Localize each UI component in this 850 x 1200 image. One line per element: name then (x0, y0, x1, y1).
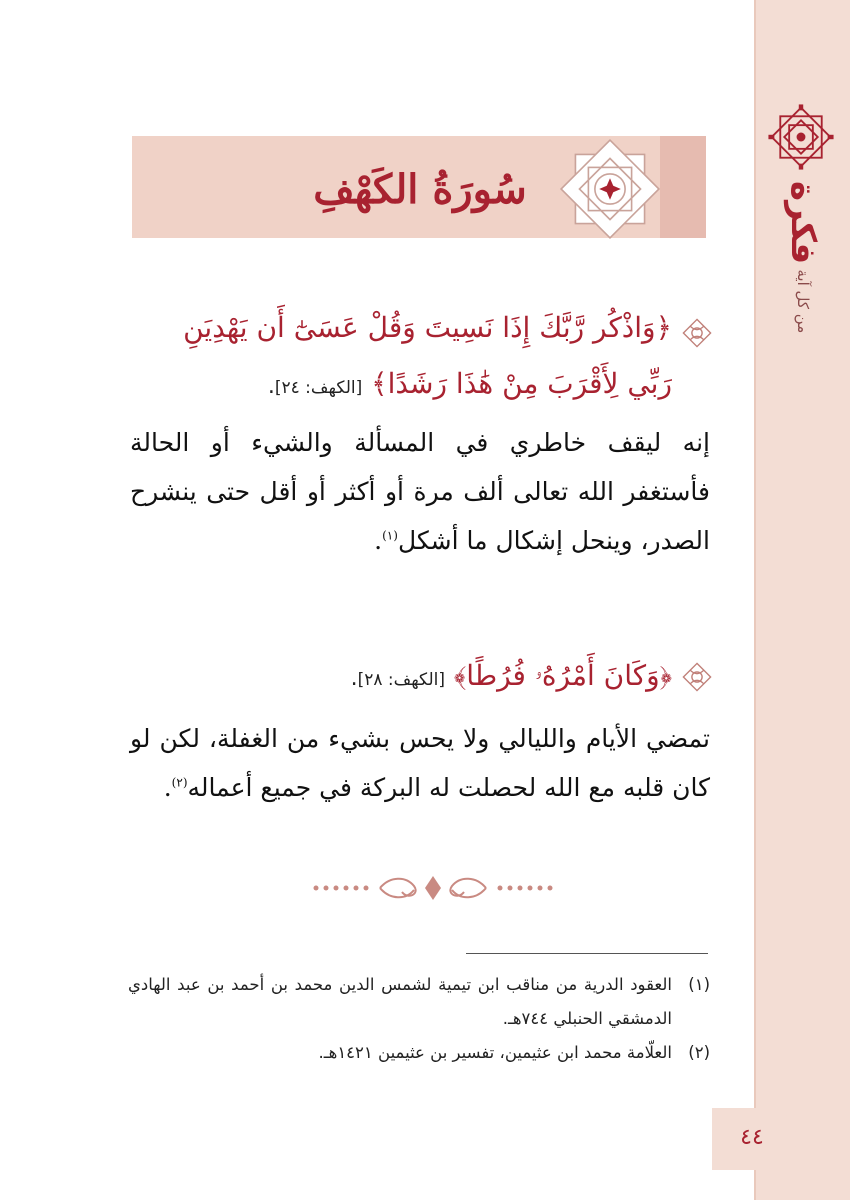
footnote-marker-1[interactable]: (١) (382, 528, 398, 543)
footnote-2 (128, 1036, 710, 1070)
book-title (756, 172, 850, 342)
verse-1-reference: [الكهف: ٢٤] (274, 378, 363, 398)
footnote-separator (466, 953, 708, 954)
footnotes (128, 968, 710, 1070)
verse-1-text: ﴿وَاذْكُر رَّبَّكَ إِذَا نَسِيتَ وَقُلْ عَسَىٰٓ أَن يَهْدِيَنِ رَبِّي لِأَقْرَبَ مِنْ هَٰذَا رَشَدًا﴾ (183, 311, 672, 400)
footnote-1 (128, 968, 710, 1036)
footnote-marker-2[interactable]: (٢) (171, 775, 188, 790)
verse-1 (150, 300, 672, 416)
surah-title: سُورَةُ الكَهْفِ (313, 166, 527, 213)
footnote-text: العقود الدرية من مناقب ابن تيمية لشمس الدين محمد بن أحمد بن عبد الهادي الدمشقي الحنبلي ٧٤٤هـ. (128, 975, 672, 1028)
book-title-small: من كل آية (794, 269, 812, 334)
verse-2 (150, 648, 672, 708)
verse-1-end: . (267, 374, 275, 399)
footnote-text: العلّامة محمد ابن عثيمين، تفسير بن عثيمين ١٤٢١هـ. (318, 1043, 672, 1062)
side-strip (754, 0, 850, 1200)
verse-ornament-icon (680, 660, 714, 694)
footnote-number: (١) (688, 975, 710, 994)
book-title-big: فكرة (783, 180, 823, 265)
paragraph-1 (130, 418, 710, 565)
paragraph-2 (130, 714, 710, 812)
star-medallion-icon (556, 135, 664, 243)
footnote-number: (٢) (688, 1043, 710, 1062)
paragraph-2-text: تمضي الأيام والليالي ولا يحس بشيء من الغفلة، لكن لو كان قلبه مع الله لحصلت له البركة في جميع أعماله (130, 724, 710, 802)
verse-2-end: . (350, 666, 358, 691)
verse-2-reference: [الكهف: ٢٨] (357, 670, 445, 690)
verse-ornament-icon (680, 316, 714, 350)
page-number: ٤٤ (740, 1125, 764, 1150)
verse-2-text: ﴿وَكَانَ أَمْرُهُۥ فُرُطًا﴾ (453, 659, 672, 692)
paragraph-1-text: إنه ليقف خاطري في المسألة والشيء أو الحالة فأستغفر الله تعالى ألف مرة أو أكثر أو أقل حتى ينشرح الصدر، وينحل إشكال ما أشكل (130, 428, 710, 555)
star-ornament-icon (764, 100, 838, 174)
paragraph-1-end: . (374, 526, 383, 555)
floral-divider-icon (310, 868, 556, 908)
paragraph-2-end: . (163, 773, 172, 802)
header-band-accent (660, 136, 706, 238)
